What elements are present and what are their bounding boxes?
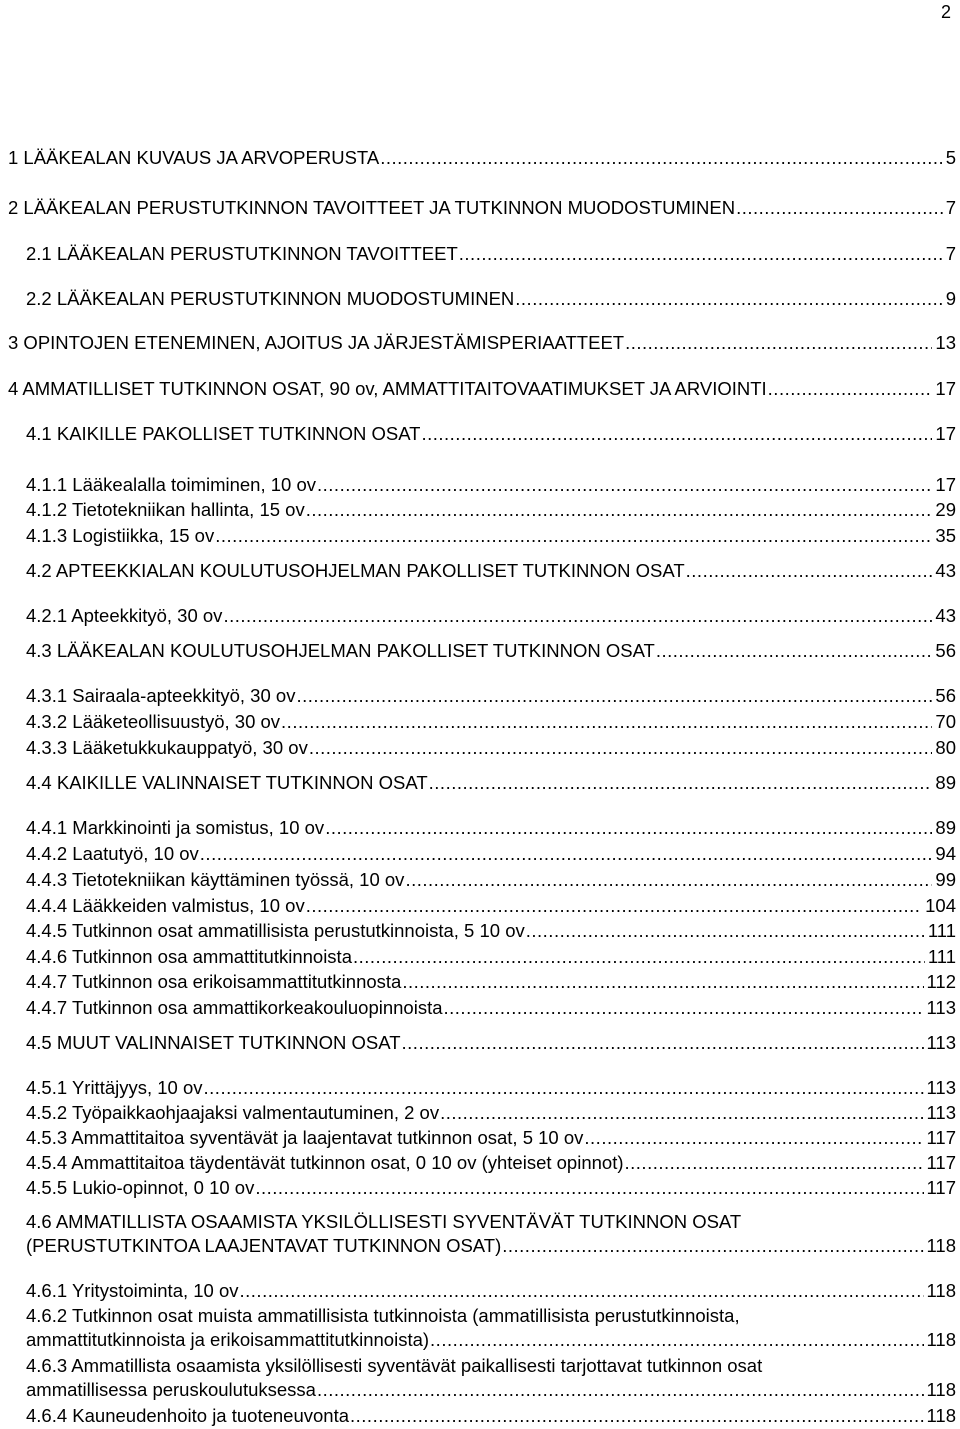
toc-entry[interactable]: [26, 684, 956, 708]
toc-entry-page: 89: [935, 817, 956, 838]
toc-entry-title: 4.4.7 Tutkinnon osa erikoisammattitutkinnosta: [26, 971, 402, 992]
dot-leader: [325, 816, 932, 840]
toc-entry[interactable]: [26, 559, 956, 583]
toc-entry-page: 56: [935, 685, 956, 706]
dot-leader: [240, 1279, 924, 1303]
dot-leader: [350, 1404, 923, 1428]
toc-entry-page: 99: [935, 869, 956, 890]
toc-entry-title: ammatillisessa peruskoulutuksessa: [26, 1379, 316, 1400]
toc-entry-page: 104: [925, 895, 956, 916]
dot-leader: [306, 894, 922, 918]
toc-entry-title-first-line: 4.6 AMMATILLISTA OSAAMISTA YKSILÖLLISESTI SYVENTÄVÄT TUTKINNON OSAT: [26, 1211, 742, 1232]
dot-leader: [353, 945, 925, 969]
toc-entry-page: 113: [926, 1102, 956, 1123]
toc-entry-title: ammattitutkinnoista ja erikoisammattitutkinnoista): [26, 1329, 430, 1350]
dot-leader: [204, 1076, 924, 1100]
toc-entry-title: 4.4.6 Tutkinnon osa ammattitutkinnoista: [26, 946, 352, 967]
dot-leader: [736, 196, 943, 220]
toc-entry-page: 113: [926, 1032, 956, 1053]
toc-entry-page: 7: [945, 197, 956, 218]
dot-leader: [429, 771, 933, 795]
toc-entry-title: 4.5.3 Ammattitaitoa syventävät ja laajentavat tutkinnon osat, 5 10 ov: [26, 1127, 584, 1148]
toc-entry-title: (PERUSTUTKINTOA LAAJENTAVAT TUTKINNON OSAT): [26, 1235, 502, 1256]
dot-leader: [200, 842, 933, 866]
toc-entry[interactable]: [26, 524, 956, 548]
dot-leader: [296, 684, 932, 708]
dot-leader: [502, 1234, 923, 1258]
toc-entry[interactable]: [26, 816, 956, 840]
dot-leader: [281, 710, 932, 734]
toc-entry-title: 1 LÄÄKEALAN KUVAUS JA ARVOPERUSTA: [8, 147, 380, 168]
toc-entry-page: 112: [926, 971, 956, 992]
dot-leader: [686, 559, 933, 583]
dot-leader: [584, 1126, 923, 1150]
toc-entry-page: 70: [935, 711, 956, 732]
toc-entry[interactable]: [26, 1126, 956, 1150]
toc-entry-page: 7: [945, 243, 956, 264]
toc-entry[interactable]: [26, 1031, 956, 1055]
toc-entry[interactable]: [26, 242, 956, 266]
toc-entry-title: 4.5.4 Ammattitaitoa täydentävät tutkinnon osat, 0 10 ov (yhteiset opinnot): [26, 1152, 624, 1173]
toc-entry-title: 2.1 LÄÄKEALAN PERUSTUTKINNON TAVOITTEET: [26, 243, 458, 264]
toc-entry-title: 4.4.7 Tutkinnon osa ammattikorkeakouluopinnoista: [26, 997, 443, 1018]
toc-entry-title: 4.1 KAIKILLE PAKOLLISET TUTKINNON OSAT: [26, 423, 421, 444]
toc-entry[interactable]: [26, 894, 956, 918]
toc-entry-title: 4.3 LÄÄKEALAN KOULUTUSOHJELMAN PAKOLLISET TUTKINNON OSAT: [26, 640, 655, 661]
dot-leader: [444, 996, 924, 1020]
toc-entry-title: 4.4.1 Markkinointi ja somistus, 10 ov: [26, 817, 325, 838]
toc-entry-page: 117: [926, 1127, 956, 1148]
dot-leader: [317, 473, 932, 497]
toc-entry[interactable]: [26, 287, 956, 311]
dot-leader: [402, 970, 923, 994]
toc-entry-title-first-line: 4.6.2 Tutkinnon osat muista ammatillisista tutkinnoista (ammatillisista perustutkinnoista,: [26, 1305, 740, 1326]
toc-entry-page: 29: [935, 499, 956, 520]
toc-entry[interactable]: [26, 422, 956, 446]
toc-entry-title: 4.1.1 Lääkealalla toimiminen, 10 ov: [26, 474, 317, 495]
toc-entry-page: 118: [926, 1405, 956, 1426]
toc-entry[interactable]: [26, 1304, 956, 1352]
toc-entry-title: 4.4.3 Tietotekniikan käyttäminen työssä, 10 ov: [26, 869, 405, 890]
toc-entry[interactable]: [26, 1176, 956, 1200]
dot-leader: [459, 242, 943, 266]
toc-entry[interactable]: [26, 919, 956, 943]
toc-entry-title: 4.5.1 Yrittäjyys, 10 ov: [26, 1077, 203, 1098]
dot-leader: [526, 919, 925, 943]
toc-entry-page: 117: [926, 1152, 956, 1173]
toc-entry[interactable]: [26, 1076, 956, 1100]
toc-entry[interactable]: [8, 196, 956, 220]
toc-entry-page: 17: [935, 474, 956, 495]
toc-entry-title: 4.2 APTEEKKIALAN KOULUTUSOHJELMAN PAKOLLISET TUTKINNON OSAT: [26, 560, 685, 581]
toc-entry-title: 4.3.1 Sairaala-apteekkityö, 30 ov: [26, 685, 296, 706]
toc-entry[interactable]: [8, 331, 956, 355]
dot-leader: [430, 1328, 923, 1352]
toc-entry[interactable]: [26, 1101, 956, 1125]
toc-entry[interactable]: [26, 1210, 956, 1258]
toc-entry-page: 111: [927, 920, 956, 941]
dot-leader: [625, 331, 932, 355]
toc-entry-title: 4.1.3 Logistiikka, 15 ov: [26, 525, 215, 546]
toc-entry-page: 89: [935, 772, 956, 793]
toc-entry-title: 4.3.3 Lääketukkukauppatyö, 30 ov: [26, 737, 308, 758]
toc-entry-page: 56: [935, 640, 956, 661]
dot-leader: [768, 377, 933, 401]
toc-entry[interactable]: [26, 771, 956, 795]
toc-entry[interactable]: [26, 473, 956, 497]
dot-leader: [405, 868, 932, 892]
toc-entry-title: 4.5.2 Työpaikkaohjaajaksi valmentautuminen, 2 ov: [26, 1102, 440, 1123]
dot-leader: [309, 736, 933, 760]
dot-leader: [380, 146, 943, 170]
toc-entry-page: 80: [935, 737, 956, 758]
toc-entry-page: 43: [935, 605, 956, 626]
toc-entry-title: 4.4.5 Tutkinnon osat ammatillisista perustutkinnoista, 5 10 ov: [26, 920, 525, 941]
dot-leader: [515, 287, 942, 311]
toc-entry-page: 17: [935, 423, 956, 444]
toc-entry-title: 4.6.4 Kauneudenhoito ja tuoteneuvonta: [26, 1405, 350, 1426]
toc-entry[interactable]: [8, 146, 956, 170]
toc-entry-title: 4.6.1 Yritystoiminta, 10 ov: [26, 1280, 239, 1301]
toc-entry[interactable]: [26, 868, 956, 892]
toc-entry-title: 4.1.2 Tietotekniikan hallinta, 15 ov: [26, 499, 305, 520]
dot-leader: [215, 524, 932, 548]
toc-entry-page: 35: [935, 525, 956, 546]
toc-entry[interactable]: [26, 736, 956, 760]
toc-entry[interactable]: [26, 1404, 956, 1428]
dot-leader: [656, 639, 933, 663]
toc-entry-page: 113: [926, 1077, 956, 1098]
toc-entry-title: 4 AMMATILLISET TUTKINNON OSAT, 90 ov, AMMATTITAITOVAATIMUKSET JA ARVIOINTI: [8, 378, 767, 399]
toc-entry-page: 94: [935, 843, 956, 864]
toc-entry-page: 118: [926, 1379, 956, 1400]
toc-entry-page: 111: [927, 946, 956, 967]
dot-leader: [440, 1101, 923, 1125]
toc-entry[interactable]: [26, 996, 956, 1020]
toc-entry-page: 113: [926, 997, 956, 1018]
dot-leader: [317, 1378, 924, 1402]
toc-entry[interactable]: [26, 970, 956, 994]
toc-entry-page: 118: [926, 1280, 956, 1301]
toc-entry-page: 117: [926, 1177, 956, 1198]
toc-entry[interactable]: [26, 710, 956, 734]
toc-entry-page: 118: [926, 1235, 956, 1256]
toc-entry[interactable]: [26, 1279, 956, 1303]
toc-entry-title-first-line: 4.6.3 Ammatillista osaamista yksilöllisesti syventävät paikallisesti tarjottavat tutkinnon osat: [26, 1355, 763, 1376]
toc-entry-title: 2 LÄÄKEALAN PERUSTUTKINNON TAVOITTEET JA TUTKINNON MUODOSTUMINEN: [8, 197, 736, 218]
toc-entry-page: 118: [926, 1329, 956, 1350]
toc-entry-page: 13: [935, 332, 956, 353]
toc-entry[interactable]: [26, 1151, 956, 1175]
dot-leader: [223, 604, 932, 628]
toc-entry-title: 4.4 KAIKILLE VALINNAISET TUTKINNON OSAT: [26, 772, 428, 793]
page-number: 2: [940, 2, 951, 22]
dot-leader: [402, 1031, 924, 1055]
toc-entry-title: 4.3.2 Lääketeollisuustyö, 30 ov: [26, 711, 281, 732]
toc-entry[interactable]: [8, 377, 956, 401]
toc-entry-title: 4.4.2 Laatutyö, 10 ov: [26, 843, 199, 864]
toc-entry-title: 4.2.1 Apteekkityö, 30 ov: [26, 605, 223, 626]
toc-entry[interactable]: [26, 1354, 956, 1402]
toc-entry-page: 43: [935, 560, 956, 581]
dot-leader: [306, 498, 933, 522]
toc-entry-title: 2.2 LÄÄKEALAN PERUSTUTKINNON MUODOSTUMINEN: [26, 288, 515, 309]
toc-entry-title: 4.4.4 Lääkkeiden valmistus, 10 ov: [26, 895, 305, 916]
toc-entry[interactable]: [26, 498, 956, 522]
toc-entry[interactable]: [26, 842, 956, 866]
dot-leader: [625, 1151, 924, 1175]
dot-leader: [255, 1176, 923, 1200]
toc-entry-title: 3 OPINTOJEN ETENEMINEN, AJOITUS JA JÄRJESTÄMISPERIAATTEET: [8, 332, 625, 353]
dot-leader: [421, 422, 932, 446]
toc-entry-page: 5: [945, 147, 956, 168]
toc-entry-page: 17: [935, 378, 956, 399]
toc-entry[interactable]: [26, 604, 956, 628]
toc-entry-page: 9: [945, 288, 956, 309]
toc-entry[interactable]: [26, 945, 956, 969]
toc-entry-title: 4.5 MUUT VALINNAISET TUTKINNON OSAT: [26, 1032, 401, 1053]
toc-entry-title: 4.5.5 Lukio-opinnot, 0 10 ov: [26, 1177, 255, 1198]
toc-entry[interactable]: [26, 639, 956, 663]
